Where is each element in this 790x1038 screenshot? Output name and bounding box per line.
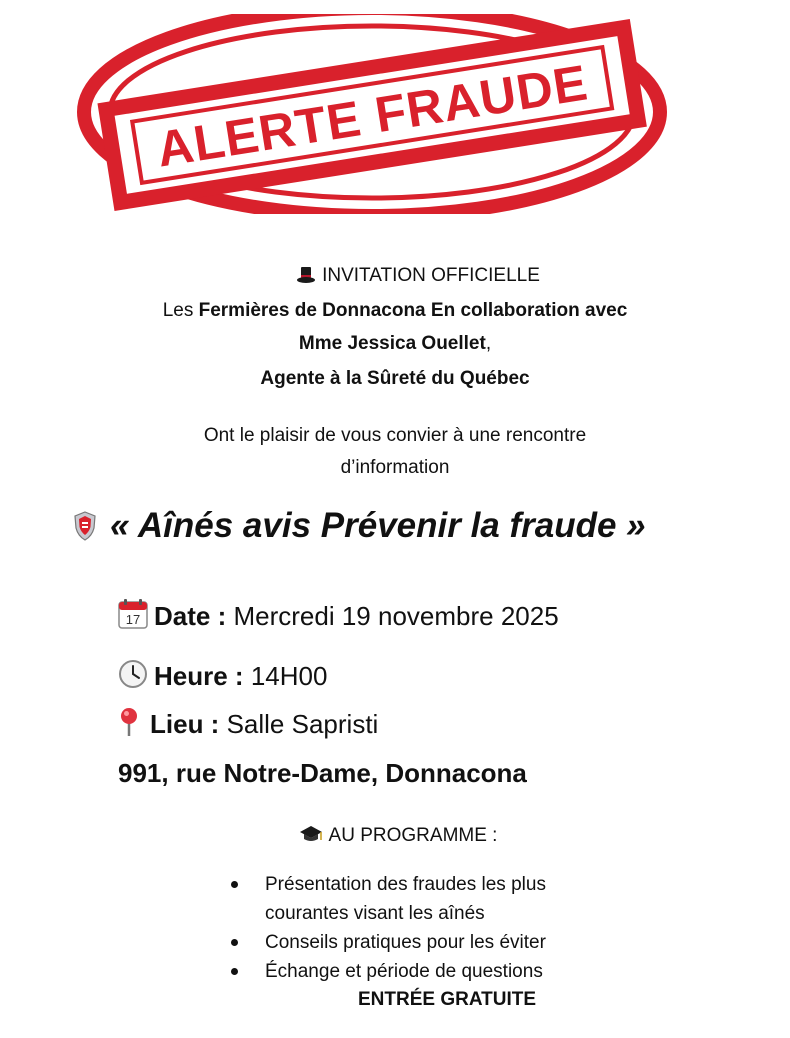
invitation-heading: INVITATION OFFICIELLE — [0, 264, 790, 288]
agent-role-line: Agente à la Sûreté du Québec — [260, 368, 530, 389]
event-date: 17 Date : Mercredi 19 novembre 2025 — [118, 599, 559, 633]
police-badge-icon — [74, 511, 96, 541]
bullet — [231, 881, 238, 888]
top-hat-icon — [296, 266, 316, 284]
calendar-day: 17 — [125, 612, 141, 627]
calendar-icon — [118, 599, 148, 629]
event-address: 991, rue Notre-Dame, Donnacona — [118, 758, 527, 788]
message-line-1: Ont le plaisir de vous convier à une rencontre — [203, 425, 587, 446]
free-entry: ENTRÉE GRATUITE — [358, 989, 537, 1010]
list-item: Conseils pratiques pour les éviter — [228, 928, 628, 957]
graduation-cap-icon — [299, 824, 323, 844]
location-pin-icon — [118, 707, 140, 737]
list-item: Présentation des fraudes les plus courantes visant les aînés — [228, 870, 628, 928]
event-place: Lieu : Salle Sapristi — [118, 707, 378, 741]
organizer-line: Les Fermières de Donnacona En collaboration avec — [162, 300, 628, 321]
event-title: « Aînés avis Prévenir la fraude » — [74, 504, 646, 548]
alerte-fraude-stamp — [72, 14, 672, 214]
programme-heading: AU PROGRAMME : — [0, 824, 790, 848]
bullet — [231, 939, 238, 946]
stamp-text: ALERTE FRAUDE — [153, 54, 592, 178]
message-line-2: d’information — [340, 457, 450, 478]
clock-icon — [118, 659, 148, 689]
programme-list — [228, 870, 628, 986]
list-item: Échange et période de questions — [228, 957, 628, 986]
event-time: Heure : 14H00 — [118, 659, 327, 693]
agent-name-line: Mme Jessica Ouellet, — [298, 333, 492, 354]
bullet — [231, 968, 238, 975]
